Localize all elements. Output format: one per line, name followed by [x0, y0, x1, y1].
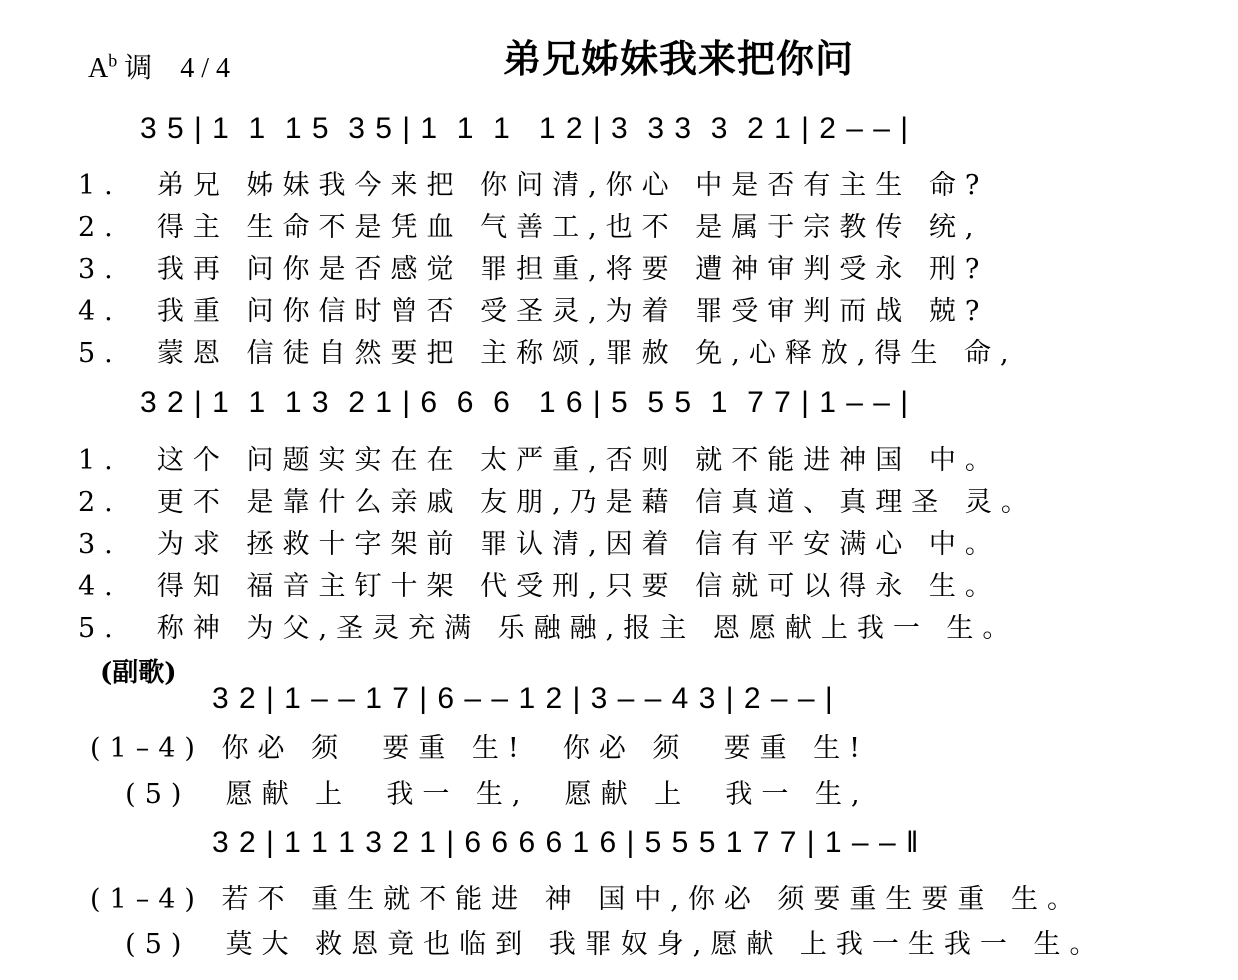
lyric-verse-2-line-2: 2. 更不 是靠什么亲戚 友朋,乃是藉 信真道、真理圣 灵。: [78, 487, 1037, 518]
key-and-time: 调 4 / 4: [124, 53, 231, 84]
key-signature: [88, 46, 230, 86]
lyric-verse-1-line-2: 1. 这个 问题实实在在 太严重,否则 就不能进神国 中。: [78, 445, 1001, 476]
lyric-verse-3-line-2: 3. 为求 拯救十字架前 罪认清,因着 信有平安满心 中。: [78, 529, 1001, 560]
flat-sign: b: [108, 50, 118, 71]
notation-line-2: 3 2 | 1 1 1 3 2 1 | 6 6 6 1 6 | 5 5 5 1 7 7 | 1 – – |: [140, 386, 910, 419]
lyric-verse-4-line-2: 4. 得知 福音主钉十架 代受刑,只要 信就可以得永 生。: [78, 571, 1001, 602]
chorus-label: (副歌): [100, 658, 177, 688]
lyric-verse-3-line-1: 3. 我再 问你是否感觉 罪担重,将要 遭神审判受永 刑?: [78, 254, 989, 285]
chorus-lyric-1: (1–4) 你必 须 要重 生! 你必 须 要重 生!: [90, 733, 870, 764]
chorus-lyric-4: (5) 莫大 救恩竟也临到 我罪奴身,愿献 上我一生我一 生。: [90, 929, 1106, 960]
lyric-verse-5-line-2: 5. 称神 为父,圣灵充满 乐融融,报主 恩愿献上我一 生。: [78, 613, 1019, 644]
song-title: 弟兄姊妹我来把你问: [503, 37, 855, 81]
chorus-lyric-3: (1–4) 若不 重生就不能进 神 国中,你必 须要重生要重 生。: [90, 884, 1084, 915]
chorus-lyric-2: (5) 愿献 上 我一 生, 愿献 上 我一 生,: [90, 779, 869, 810]
notation-line-1: 3 5 | 1 1 1 5 3 5 | 1 1 1 1 2 | 3 3 3 3 2 1 | 2 – – |: [140, 112, 910, 145]
lyric-verse-2-line-1: 2. 得主 生命不是凭血 气善工,也不 是属于宗教传 统,: [78, 212, 983, 243]
chorus-notation-line-2: 3 2 | 1 1 1 3 2 1 | 6 6 6 6 1 6 | 5 5 5 1 7 7 | 1 – – ‖: [212, 826, 920, 859]
lyric-verse-5-line-1: 5. 蒙恩 信徒自然要把 主称颂,罪赦 免,心释放,得生 命,: [78, 338, 1018, 369]
key-letter: A: [88, 53, 109, 84]
lyric-verse-1-line-1: 1. 弟兄 姊妹我今来把 你问清,你心 中是否有主生 命?: [78, 170, 989, 201]
chorus-notation-line-1: 3 2 | 1 – – 1 7 | 6 – – 1 2 | 3 – – 4 3 | 2 – – |: [212, 682, 834, 715]
lyric-verse-4-line-1: 4. 我重 问你信时曾否 受圣灵,为着 罪受审判而战 兢?: [78, 296, 989, 327]
